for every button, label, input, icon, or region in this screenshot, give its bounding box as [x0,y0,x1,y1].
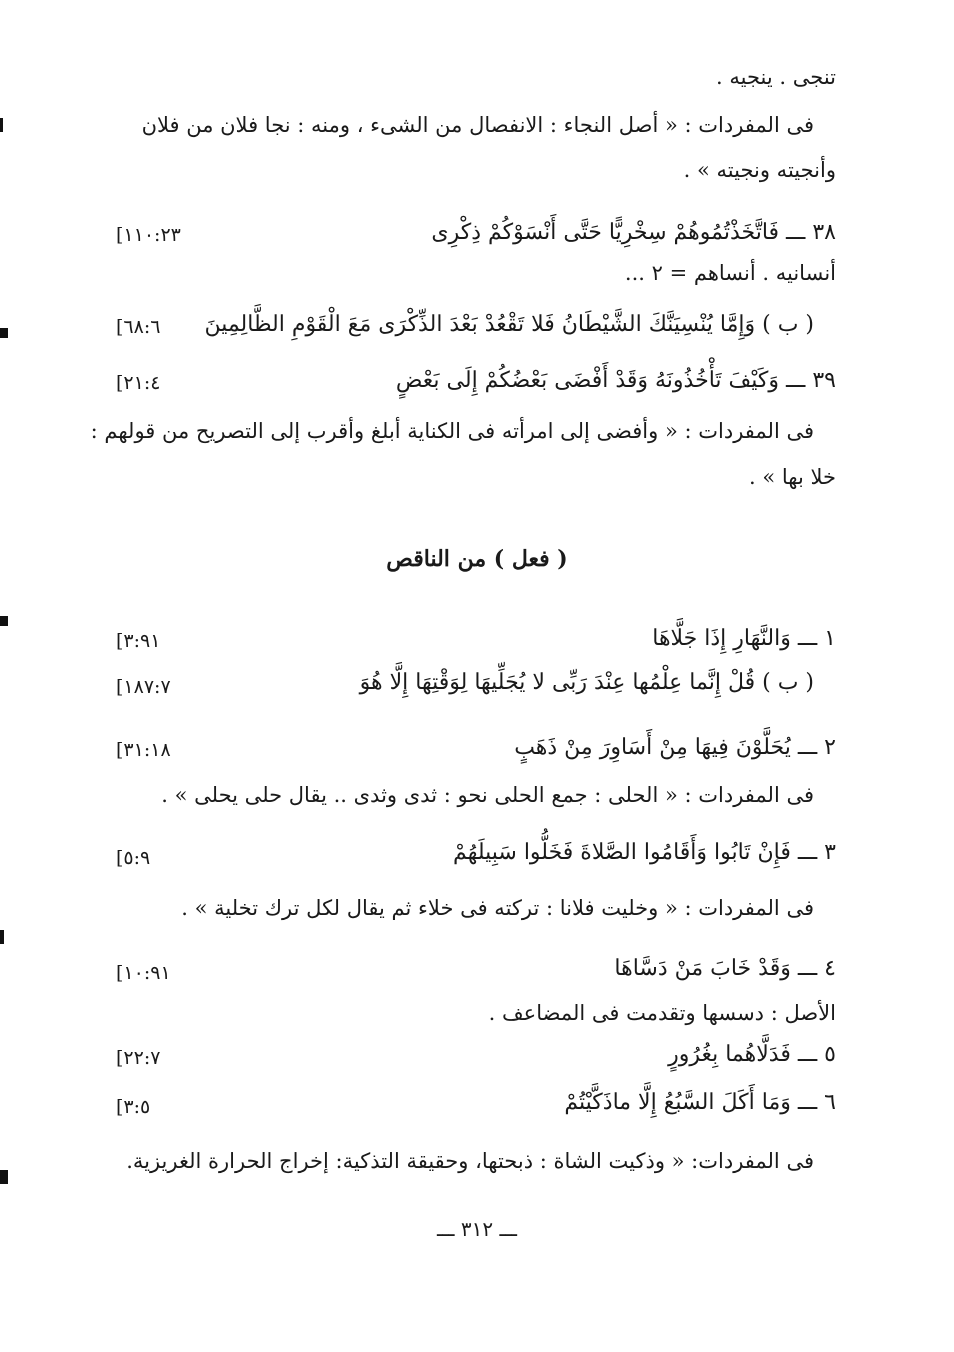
verse-line: ٢ ـــ يُحَلَّوْنَ فِيهَا مِنْ أَسَاوِرَ مِنْ ذَهَبٍ [514,735,836,760]
verse-reference: [٢٢:٧ [116,1047,161,1069]
scan-mark [0,930,4,944]
text-line: تنجى . ينجيه . [716,65,836,89]
verse-line: ٤ ـــ وَقَدْ خَابَ مَنْ دَسَّاهَا [614,956,836,981]
verse-line: ٣ ـــ فَإِنْ تَابُوا وَأَقَامُوا الصَّلاةَ فَخَلُّوا سَبِيلَهُمْ [453,840,836,865]
text-line: وأنجيته ونجيته » . [683,158,836,182]
scan-mark [0,118,3,132]
verse-reference: [٣١:١٨ [116,739,171,761]
verse-reference: [١٨٧:٧ [116,676,171,698]
verse-line: ١ ـــ وَالنَّهَارِ إِذَا جَلَّاهَا [652,626,836,651]
verse-reference: [٥:٩ [116,847,151,869]
text-line: فى المفردات : « الحلى : جمع الحلى نحو : ثدى وثدى .. يقال حلى يحلى » . [161,783,814,807]
scan-mark [0,328,8,338]
text-line: فى المفردات: « وذكيت الشاة : ذبحتها، وحقيقة التذكية: إخراج الحرارة الغريزية. [126,1149,814,1173]
text-line: فى المفردات : « أصل النجاء : الانفصال من الشىء ، ومنه : نجا فلان من فلان [141,113,814,137]
scan-mark [0,616,8,626]
text-line: فى المفردات : « وأفضى إلى امرأته فى الكناية أبلغ وأقرب إلى التصريح من قولهم : [90,419,814,443]
text-line: الأصل : دسسها وتقدمت فى المضاعف . [488,1001,836,1025]
verse-line: ٦ ـــ وَمَا أَكَلَ السَّبُعُ إِلَّا ماذَكَّيْتُمْ [564,1090,836,1115]
verse-reference: [١٠:٩١ [116,962,171,984]
page-number: ـــ ٣١٢ ـــ [436,1217,518,1241]
section-heading: ( فعل ) من الناقص [386,546,568,572]
verse-line: ٣٨ ـــ فَاتَّخَذْتُمُوهُمْ سِخْرِيًّا حَتَّى أَنْسَوْكُمْ ذِكْرِى [431,220,836,245]
verse-line: ٥ ـــ فَدَلَّاهُما بِغُرُورٍ [668,1042,836,1067]
verse-line: ( ب ) وَإِمَّا يُنْسِيَنَّكَ الشَّيْطَانُ فَلا تَقْعُدْ بَعْدَ الذِّكْرَى مَعَ الْقَوْمِ الظَّالِمِينَ [204,312,814,337]
text-line: فى المفردات : « وخليت فلانا : تركته فى خلاء ثم يقال لكل ترك تخلية » . [181,896,814,920]
verse-line: ٣٩ ـــ وَكَيْفَ تَأْخُذُونَهُ وَقَدْ أَفْضَى بَعْضُكُمْ إِلَى بَعْضٍ [395,368,836,393]
verse-reference: [٢١:٤ [116,372,161,394]
verse-reference: [١١٠:٢٣ [116,224,181,246]
text-line: أنسانيه . أنساهم = ٢ ... [624,261,836,285]
verse-reference: [٣:٥ [116,1096,151,1118]
verse-reference: [٦٨:٦ [116,316,161,338]
text-line: خلا بها » . [749,465,836,489]
verse-reference: [٣:٩١ [116,630,161,652]
scan-mark [0,1170,8,1184]
verse-line: ( ب ) قُلْ إِنَّما عِلْمُها عِنْدَ رَبِّى لا يُجَلِّيهَا لِوَقْتِهَا إِلَّا هُوَ [359,670,814,695]
